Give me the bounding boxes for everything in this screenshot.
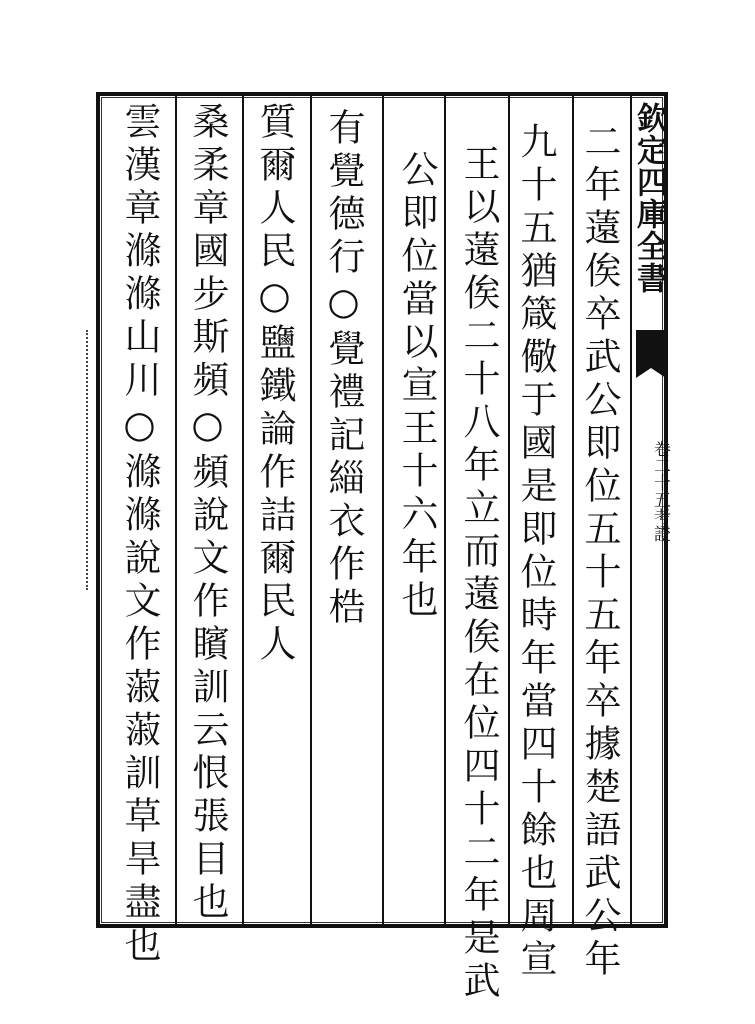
book-title: 欽定四庫全書 [631,102,667,294]
text-column-4: 公即位當以宣王十六年也 [395,150,438,623]
text-column-7: 桑柔章國步斯頻○頻說文作矉訓云恨張目也 [186,102,229,925]
fish-tail-mark [636,330,666,368]
text-column-8: 雲漢章滌滌山川○滌滌說文作蔋蔋訓草旱盡也 [118,102,161,968]
binding-edge-mark [86,330,94,590]
text-column-2: 九十五猶箴儆于國是即位時年當四十餘也周宣 [514,122,557,982]
text-column-5: 有覺德行○覺禮記緇衣作梏 [322,108,365,630]
text-column-3: 王以薳俟二十八年立而薳俟在位四十二年是武 [457,144,500,1004]
text-column-6: 質爾人民○鹽鐵論作詰爾民人 [253,102,296,667]
text-column-1: 二年薳俟卒武公即位五十五年卒據楚語武公年 [578,122,621,982]
volume-label: 卷二十五考證 [650,440,670,542]
